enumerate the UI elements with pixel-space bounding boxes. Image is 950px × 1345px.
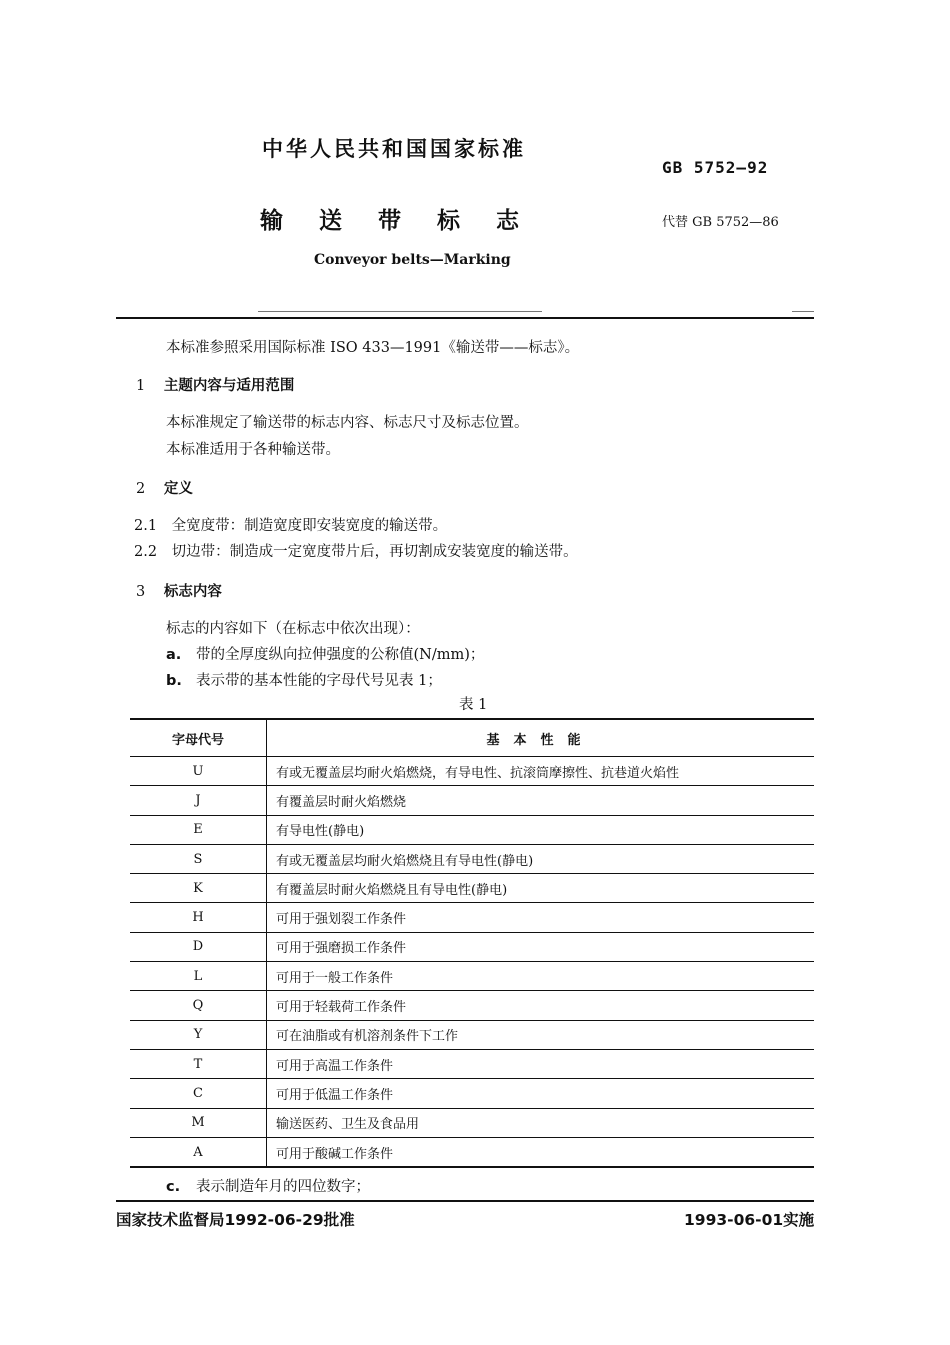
english-title: Conveyor belts—Marking <box>314 252 511 268</box>
header-divider <box>116 317 814 319</box>
column-header-property: 基本性能 <box>267 719 815 757</box>
table-cell-code: S <box>130 844 267 873</box>
table-row <box>130 962 814 991</box>
table-cell-code: Y <box>130 1020 267 1049</box>
definition-number: 2.2 <box>134 544 158 560</box>
list-text: 带的全厚度纵向拉伸强度的公称值(N/mm)； <box>196 647 485 663</box>
table-cell-code: L <box>130 962 267 991</box>
table-row <box>130 786 814 815</box>
table-cell-code: E <box>130 815 267 844</box>
definition-2-2 <box>134 540 578 561</box>
table-cell-property: 可用于强划裂工作条件 <box>267 903 815 932</box>
table-row <box>130 815 814 844</box>
definition-text: 全宽度带：制造宽度即安装宽度的输送带。 <box>171 518 448 534</box>
header-thin-rule-left <box>258 311 542 312</box>
national-standard-label: 中华人民共和国国家标准 <box>262 137 526 161</box>
table-cell-code: U <box>130 757 267 786</box>
table-row <box>130 991 814 1020</box>
list-label: a. <box>166 647 182 663</box>
section-2-heading <box>136 477 193 498</box>
table-cell-code: C <box>130 1079 267 1108</box>
property-code-table <box>130 718 814 1168</box>
table-cell-code: K <box>130 874 267 903</box>
table-cell-property: 可用于高温工作条件 <box>267 1049 815 1078</box>
table-cell-property: 可用于低温工作条件 <box>267 1079 815 1108</box>
definition-text: 切边带：制造成一定宽度带片后，再切割成安装宽度的输送带。 <box>171 544 578 560</box>
header-thin-rule-right <box>792 311 814 312</box>
list-label: c. <box>166 1179 181 1195</box>
table-row <box>130 1137 814 1167</box>
table-header-row <box>130 719 814 757</box>
section-title: 定义 <box>163 481 193 497</box>
list-text: 表示制造年月的四位数字； <box>196 1179 370 1195</box>
table-cell-property: 输送医药、卫生及食品用 <box>267 1108 815 1137</box>
list-item-a <box>166 643 484 664</box>
table-row <box>130 903 814 932</box>
definition-number: 2.1 <box>134 518 158 534</box>
definition-2-1 <box>134 514 447 535</box>
table-cell-property: 可用于一般工作条件 <box>267 962 815 991</box>
section-1-heading <box>136 374 294 395</box>
section-1-paragraph: 本标准规定了输送带的标志内容、标志尺寸及标志位置。 <box>166 415 529 431</box>
table-row <box>130 1020 814 1049</box>
table-row <box>130 1108 814 1137</box>
table-cell-property: 可在油脂或有机溶剂条件下工作 <box>267 1020 815 1049</box>
approval-date: 国家技术监督局1992-06-29批准 <box>116 1211 355 1229</box>
table-cell-property: 有覆盖层时耐火焰燃烧且有导电性(静电) <box>267 874 815 903</box>
footer-divider <box>116 1200 814 1202</box>
section-1-paragraph: 本标准适用于各种输送带。 <box>166 442 340 458</box>
table-cell-property: 有或无覆盖层均耐火焰燃烧且有导电性(静电) <box>267 844 815 873</box>
section-3-paragraph: 标志的内容如下（在标志中依次出现）： <box>166 621 420 637</box>
table-cell-code: Q <box>130 991 267 1020</box>
table-row <box>130 1049 814 1078</box>
table-cell-property: 有覆盖层时耐火焰燃烧 <box>267 786 815 815</box>
replaces-standard: 代替 GB 5752—86 <box>662 215 779 230</box>
table-row <box>130 932 814 961</box>
table-row <box>130 844 814 873</box>
section-title: 标志内容 <box>163 584 222 600</box>
table-row <box>130 1079 814 1108</box>
table-cell-property: 可用于轻载荷工作条件 <box>267 991 815 1020</box>
table-row <box>130 757 814 786</box>
table-cell-property: 有导电性(静电) <box>267 815 815 844</box>
effective-date: 1993-06-01实施 <box>684 1211 815 1229</box>
table-cell-code: A <box>130 1137 267 1167</box>
table-caption: 表 1 <box>459 697 488 713</box>
section-number: 3 <box>136 584 146 600</box>
intro-paragraph: 本标准参照采用国际标准 ISO 433—1991《输送带——标志》。 <box>166 340 580 356</box>
list-item-c <box>166 1175 370 1196</box>
list-label: b. <box>166 673 182 689</box>
table-cell-property: 可用于强磨损工作条件 <box>267 932 815 961</box>
table-cell-code: T <box>130 1049 267 1078</box>
table-cell-code: M <box>130 1108 267 1137</box>
table-cell-property: 有或无覆盖层均耐火焰燃烧，有导电性、抗滚筒摩擦性、抗巷道火焰性 <box>267 757 815 786</box>
section-number: 2 <box>136 481 146 497</box>
list-item-b <box>166 669 442 690</box>
table-cell-code: D <box>130 932 267 961</box>
column-header-code: 字母代号 <box>130 719 267 757</box>
list-text: 表示带的基本性能的字母代号见表 1； <box>196 673 442 689</box>
standard-number: GB 5752—92 <box>662 158 769 177</box>
section-number: 1 <box>136 378 146 394</box>
table-row <box>130 874 814 903</box>
section-3-heading <box>136 580 222 601</box>
page-title: 输送带标志 <box>260 208 555 234</box>
section-title: 主题内容与适用范围 <box>163 378 295 394</box>
table-cell-code: J <box>130 786 267 815</box>
table-cell-property: 可用于酸碱工作条件 <box>267 1137 815 1167</box>
table-cell-code: H <box>130 903 267 932</box>
